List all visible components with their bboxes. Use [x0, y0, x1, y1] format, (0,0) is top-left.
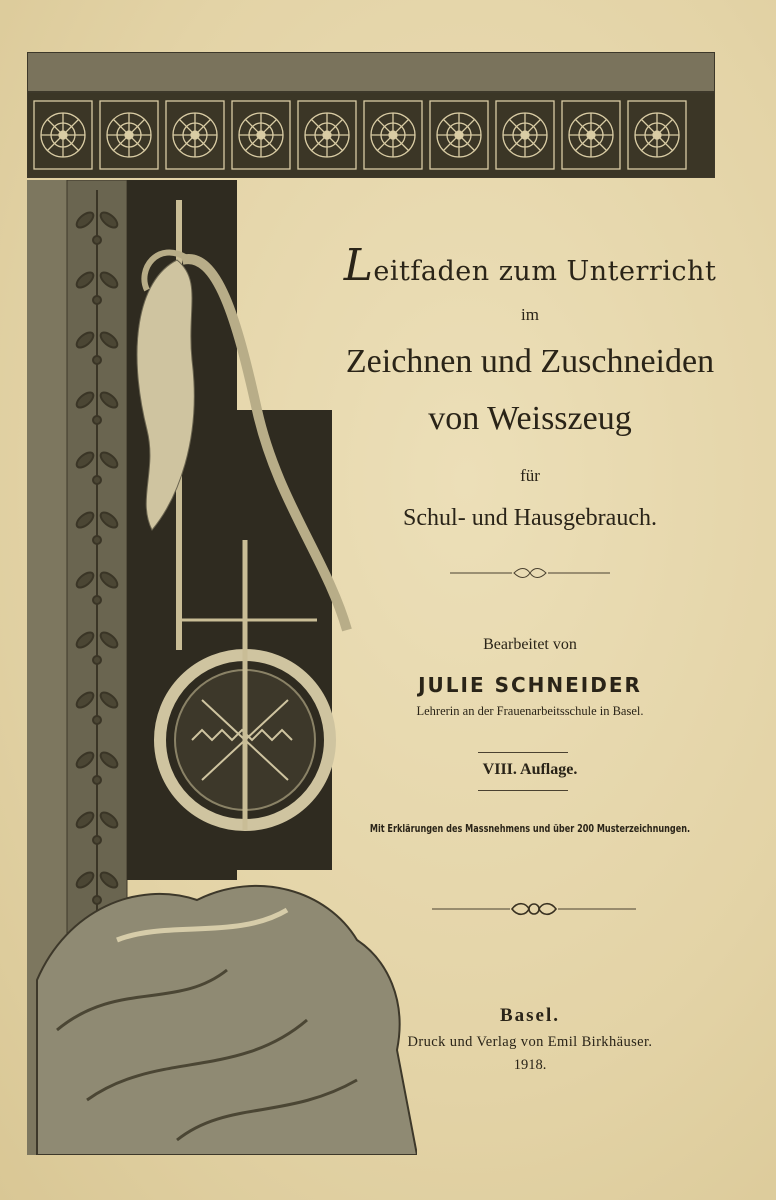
- author-name: JULIE SCHNEIDER: [418, 673, 642, 697]
- imprint-year: 1918.: [513, 1057, 547, 1073]
- title-fuer: für: [520, 466, 540, 485]
- lace-frieze-icon: [28, 93, 714, 177]
- edition-rule-bottom: [478, 790, 568, 791]
- author-intro: Bearbeitet von: [483, 636, 577, 653]
- author-role: Lehrerin an der Frauenarbeitsschule in Basel.: [416, 704, 644, 718]
- ornament-divider-icon: [450, 566, 610, 580]
- top-border-band: [27, 52, 715, 178]
- imprint-place: Basel.: [499, 1005, 561, 1026]
- title-initial-letter: L: [343, 240, 374, 291]
- main-title-line-2: von Weisszeug: [428, 400, 632, 437]
- main-title-line-1: Zeichnen und Zuschneiden: [345, 343, 715, 380]
- title-im: im: [521, 305, 539, 324]
- subtitle: Schul- und Hausgebrauch.: [403, 505, 657, 531]
- title-line-1-rest: eitfaden zum Unterricht: [373, 256, 717, 287]
- contents-note: Mit Erklärungen des Massnehmens und über 200 Musterzeichnungen.: [369, 823, 691, 835]
- edition: VIII. Auflage.: [482, 761, 578, 778]
- title-line-1: [260, 240, 776, 291]
- edition-rule-top: [478, 752, 568, 753]
- top-border-strip: [28, 53, 714, 93]
- ornament-divider-icon-2: [432, 900, 636, 918]
- imprint-publisher: Druck und Verlag von Emil Birkhäuser.: [407, 1034, 653, 1050]
